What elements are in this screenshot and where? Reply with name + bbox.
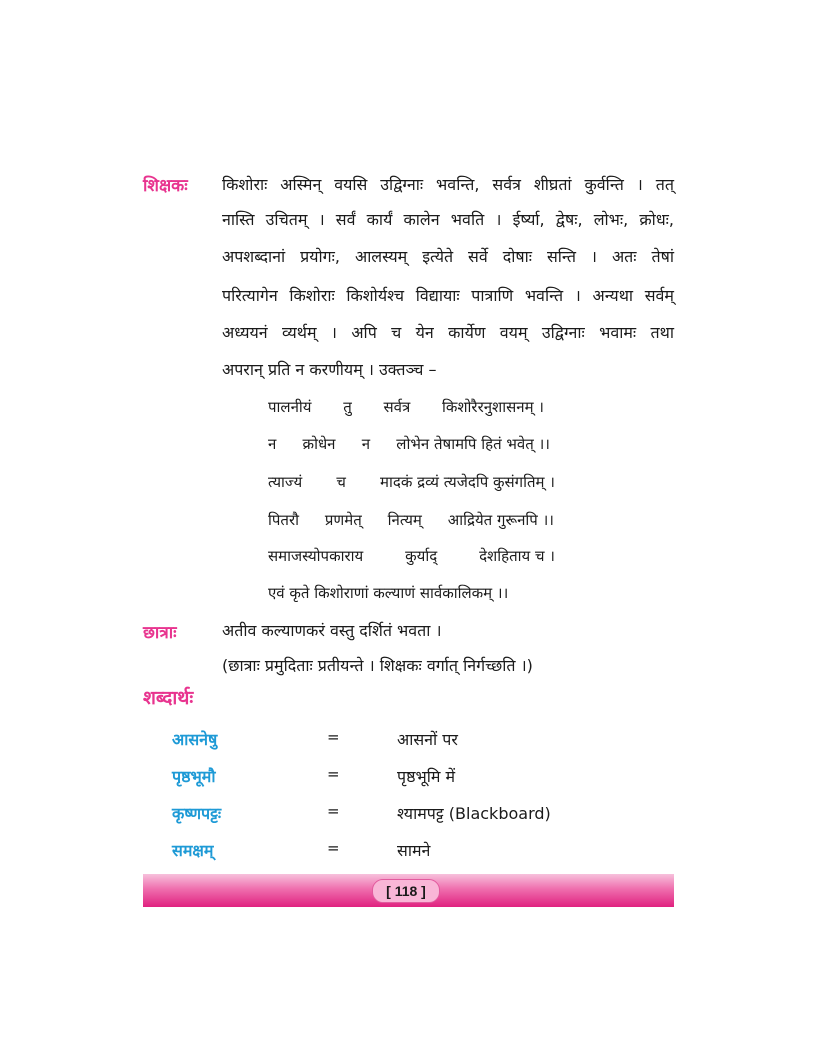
glossary-term: आसनेषु — [172, 730, 218, 749]
glossary-term: पृष्ठभूमौ — [172, 767, 216, 786]
paragraph-line: अपरान् प्रति न करणीयम् । उक्तञ्च – — [222, 360, 437, 379]
glossary-equals: = — [327, 802, 340, 820]
glossary-meaning: पृष्ठभूमि में — [397, 767, 456, 786]
speaker-teacher: शिक्षकः — [143, 176, 188, 196]
verse-word: तु — [343, 398, 352, 416]
verse-line-6 — [268, 583, 508, 603]
glossary-row — [172, 765, 632, 789]
verse-word: पालनीयं — [268, 398, 312, 416]
verse-word: त्याज्यं — [268, 473, 303, 491]
glossary-term: कृष्णपट्टः — [172, 804, 222, 823]
verse-word: किशोरैरनुशासनम् । — [441, 398, 544, 416]
glossary-meaning: सामने — [397, 841, 431, 860]
glossary-term: समक्षम् — [172, 841, 214, 860]
verse-line-1 — [268, 397, 544, 417]
glossary-equals: = — [327, 839, 340, 857]
verse-line-5 — [268, 546, 555, 566]
verse-word: मादकं द्रव्यं त्यजेदपि कुसंगतिम् । — [380, 473, 555, 491]
glossary-row — [172, 839, 632, 863]
verse-word: एवं कृते किशोराणां कल्याणं सार्वकालिकम् ।। — [268, 584, 509, 602]
paragraph-line: अपशब्दानां प्रयोगः, आलस्यम् इत्येते सर्वे दोषाः सन्ति । अतः तेषां — [222, 247, 674, 266]
paragraph-line: अतीव कल्याणकरं वस्तु दर्शितं भवता । — [222, 621, 442, 640]
verse-word: कुर्याद् — [405, 547, 438, 565]
paragraph-line: नास्ति उचितम् । सर्वं कार्यं कालेन भवति । ईर्ष्या, द्वेषः, लोभः, क्रोधः, — [222, 210, 674, 229]
stage-direction: (छात्राः प्रमुदिताः प्रतीयन्ते । शिक्षकः वर्गात् निर्गच्छति ।) — [222, 656, 533, 675]
verse-word: क्रोधेन — [302, 435, 336, 453]
glossary-meaning: श्यामपट्ट (Blackboard) — [397, 804, 551, 823]
glossary-equals: = — [327, 728, 340, 746]
paragraph-line: अध्ययनं व्यर्थम् । अपि च येन कार्येण वयम् उद्विग्नाः भवामः तथा — [222, 323, 674, 342]
glossary-row — [172, 728, 632, 752]
paragraph-line: किशोराः अस्मिन् वयसि उद्विग्नाः भवन्ति, सर्वत्र शीघ्रतां कुर्वन्ति । तत् — [222, 175, 674, 194]
paragraph-line: परित्यागेन किशोराः किशोर्यश्च विद्यायाः पात्राणि भवन्ति । अन्यथा सर्वम् — [222, 286, 674, 305]
verse-word: प्रणमेत् — [324, 511, 362, 529]
verse-word: न — [268, 435, 277, 453]
page-number: [ 118 ] — [372, 879, 440, 903]
speaker-students: छात्राः — [143, 623, 177, 643]
verse-word: च — [336, 473, 346, 491]
verse-word: नित्यम् — [387, 511, 422, 529]
glossary-row — [172, 802, 632, 826]
glossary-meaning: आसनों पर — [397, 730, 458, 749]
glossary-heading: शब्दार्थः — [143, 687, 194, 709]
verse-line-3 — [268, 472, 555, 492]
verse-line-2 — [268, 434, 550, 454]
verse-word: पितरौ — [268, 511, 299, 529]
verse-word: सर्वत्र — [383, 398, 411, 416]
verse-line-4 — [268, 510, 554, 530]
verse-word: देशहिताय च । — [479, 547, 555, 565]
verse-word: लोभेन तेषामपि हितं भवेत् ।। — [396, 435, 550, 453]
glossary-equals: = — [327, 765, 340, 783]
verse-word: समाजस्योपकाराय — [268, 547, 364, 565]
verse-word: आद्रियेत गुरूनपि ।। — [447, 511, 554, 529]
verse-word: न — [361, 435, 371, 453]
